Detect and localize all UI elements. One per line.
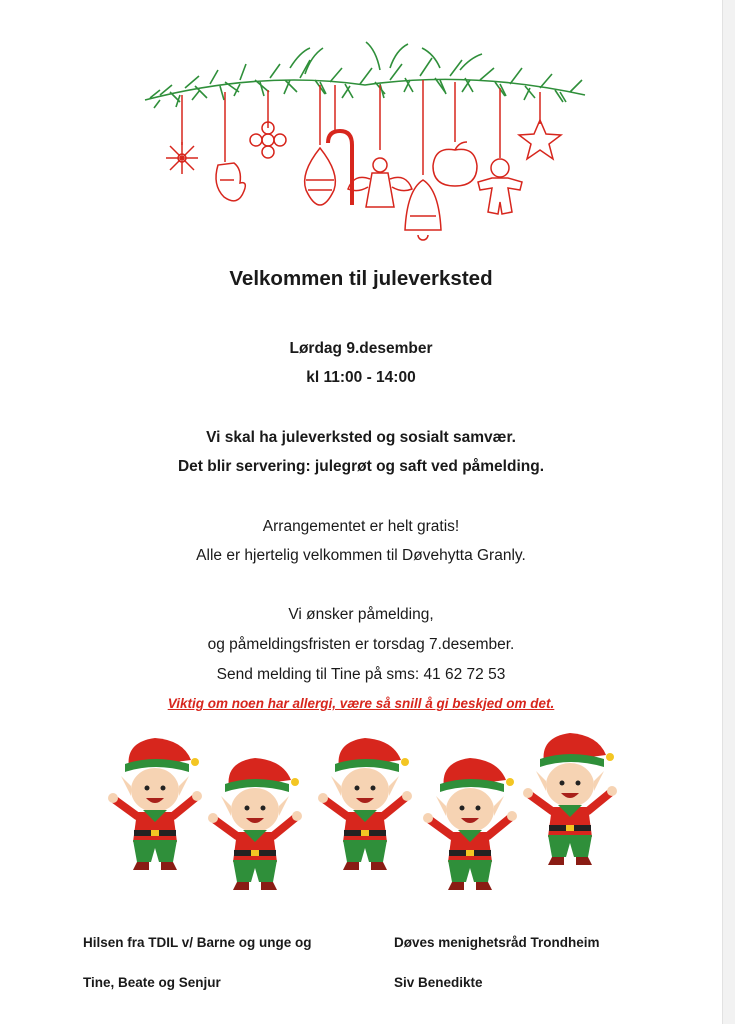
pine-garland — [145, 42, 585, 108]
elf-5 — [523, 733, 617, 865]
mitten-ornament — [216, 163, 245, 201]
footer-left-line-2: Tine, Beate og Senjur — [83, 975, 221, 990]
star-ornament — [519, 120, 561, 159]
elf-2 — [208, 758, 302, 890]
angel-ornament — [348, 158, 412, 207]
page-edge — [722, 0, 735, 1024]
event-time: kl 11:00 - 14:00 — [306, 369, 416, 386]
event-date: Lørdag 9.desember — [289, 340, 433, 357]
elf-3 — [318, 738, 412, 870]
signup-line-1: Vi ønsker påmelding, — [288, 606, 434, 623]
allergy-warning: Viktig om noen har allergi, være så snill å gi beskjed om det. — [167, 696, 555, 711]
christmas-elves-illustration — [100, 730, 630, 895]
elf-1 — [108, 738, 202, 870]
info-line-2: Alle er hjertelig velkommen til Døvehytta Granly. — [196, 547, 526, 564]
signup-line-2: og påmeldingsfristen er torsdag 7.desember. — [207, 636, 515, 653]
intro-line-1: Vi skal ha juleverksted og sosialt samvær. — [206, 429, 516, 446]
christmas-garland-illustration — [140, 40, 590, 245]
footer-left-line-1: Hilsen fra TDIL v/ Barne og unge og — [83, 935, 312, 950]
footer-right-line-2: Siv Benedikte — [394, 975, 483, 990]
footer-right-line-1: Døves menighetsråd Trondheim — [394, 935, 600, 950]
apple-ornament — [433, 142, 477, 186]
gingerbread-ornament — [478, 159, 522, 214]
elf-4 — [423, 758, 517, 890]
signup-line-3: Send melding til Tine på sms: 41 62 72 53 — [216, 666, 506, 683]
info-line-1: Arrangementet er helt gratis! — [262, 518, 460, 535]
intro-line-2: Det blir servering: julegrøt og saft ved påmelding. — [177, 458, 545, 475]
snowflake-ornament — [166, 142, 198, 174]
event-title: Velkommen til juleverksted — [229, 267, 493, 290]
bauble-ornament — [305, 148, 336, 205]
